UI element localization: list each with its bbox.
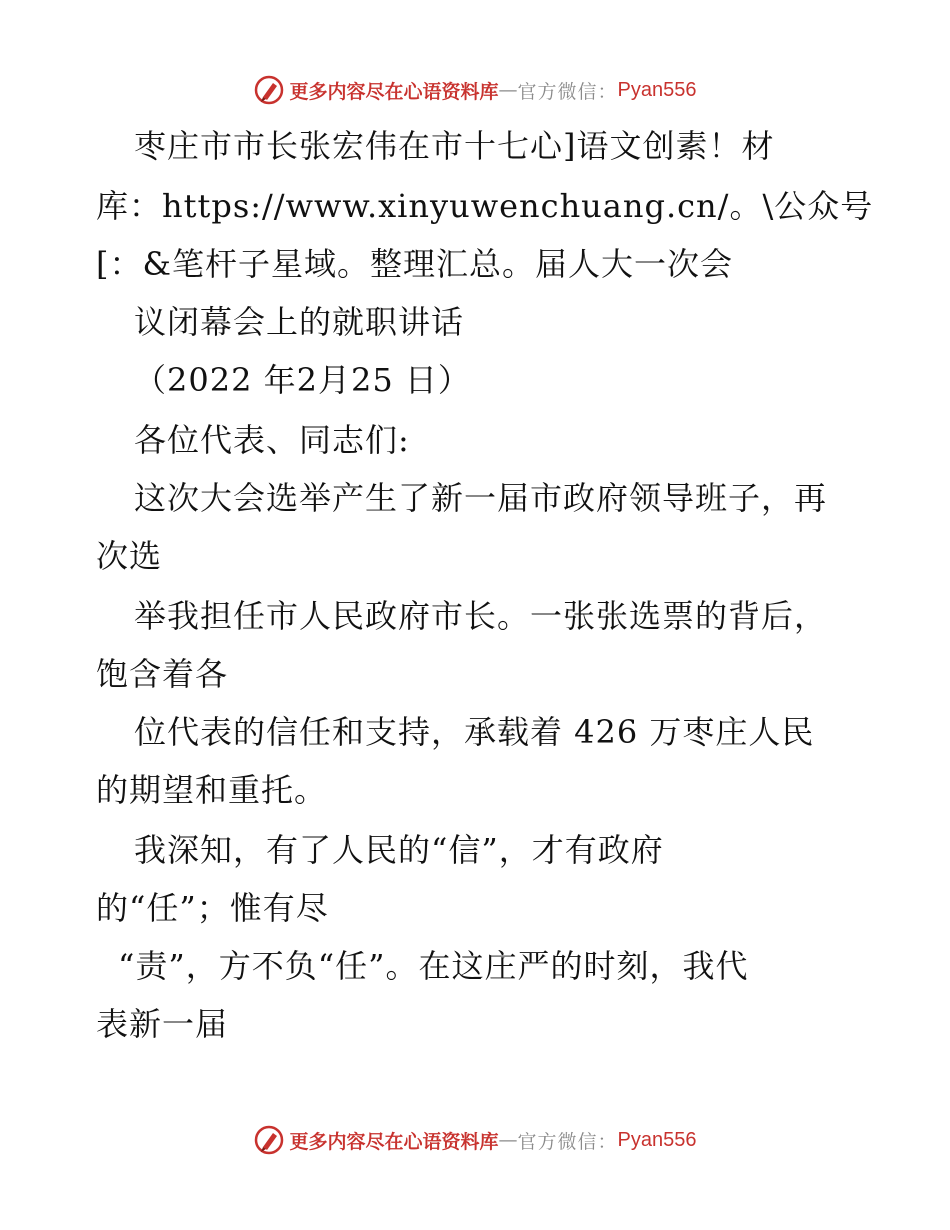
body-line-7: 这次大会选举产生了新一届市政府领导班子，再: [134, 479, 828, 517]
body-line-9: 举我担任市人民政府市长。一张张选票的背后，: [134, 597, 828, 635]
body-line-8: 次选: [96, 537, 163, 575]
body-line-11: 位代表的信任和支持，承载着 426 万枣庄人民: [134, 713, 815, 751]
body-line-12: 的期望和重托。: [96, 771, 328, 809]
body-line-13: 我深知，有了人民的“信”，才有政府: [134, 831, 664, 869]
watermark-suffix: 官方微信：: [517, 80, 618, 103]
body-line-10: 饱含着各: [96, 655, 229, 693]
pen-logo-icon: [254, 75, 284, 105]
watermark-dash: —: [498, 79, 518, 101]
body-line-4: 议闭幕会上的就职讲话: [134, 303, 465, 341]
body-line-1: 枣庄市市长张宏伟在市十七心]语文创素！材: [134, 127, 775, 165]
pen-logo-icon: [254, 1125, 284, 1155]
watermark-dash: —: [498, 1129, 518, 1151]
watermark-suffix: 官方微信：: [517, 1130, 618, 1153]
watermark-text: 更多内容尽在心语资料库: [289, 1130, 499, 1153]
body-line-16: 表新一届: [96, 1005, 229, 1043]
salutation-line: 各位代表、同志们:: [134, 421, 410, 459]
watermark-text: 更多内容尽在心语资料库: [289, 80, 499, 103]
body-line-2-text: 库：https://www.xinyuwenchuang.cn/。\公众号: [96, 187, 874, 225]
date-line: （2022 年2月25 日）: [134, 361, 471, 399]
watermark-wechat-id: Pyan556: [617, 78, 697, 101]
footer-watermark: [0, 1122, 950, 1158]
header-watermark: [0, 72, 950, 108]
watermark-wechat-id: Pyan556: [617, 1128, 697, 1151]
body-line-2: [96, 186, 873, 226]
body-line-15: “责”，方不负“任”。在这庄严的时刻，我代: [118, 947, 749, 985]
body-line-14: 的“任”；惟有尽: [96, 889, 329, 927]
body-line-3: [：&笔杆子星域。整理汇总。届人大一次会: [96, 245, 733, 283]
